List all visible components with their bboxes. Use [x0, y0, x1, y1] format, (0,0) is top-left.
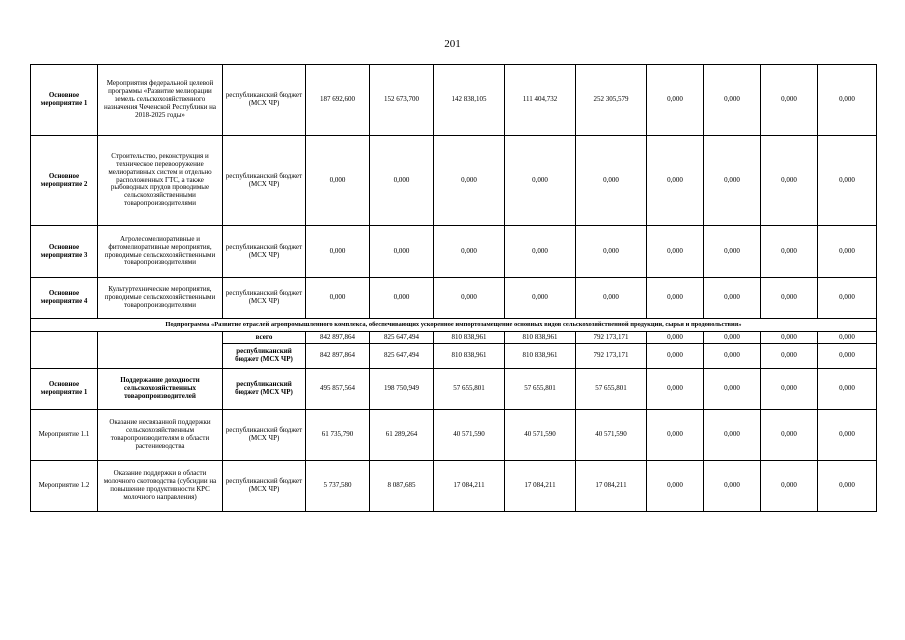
- value-cell: 0,000: [704, 136, 761, 226]
- table-row: [31, 369, 877, 410]
- value-cell: 0,000: [818, 332, 877, 344]
- activity-name: Мероприятия федеральной целевой программы «Развитие мелиорации земель сельскохозяйственного назначения Чеченской Республики на 2018-2025 годы»: [98, 65, 223, 136]
- value-cell: 0,000: [306, 226, 370, 278]
- value-cell: 0,000: [505, 226, 576, 278]
- activity-name: Оказание несвязанной поддержки сельскохозяйственным товаропроизводителям в области растениеводства: [98, 410, 223, 461]
- value-cell: 0,000: [647, 226, 704, 278]
- value-cell: 0,000: [704, 278, 761, 319]
- value-cell: 792 173,171: [576, 332, 647, 344]
- funding-source: республиканский бюджет (МСХ ЧР): [223, 461, 306, 512]
- value-cell: 198 750,949: [370, 369, 434, 410]
- value-cell: 57 655,801: [576, 369, 647, 410]
- value-cell: 0,000: [647, 369, 704, 410]
- value-cell: 17 084,211: [576, 461, 647, 512]
- value-cell: 0,000: [761, 344, 818, 369]
- value-cell: 61 289,264: [370, 410, 434, 461]
- value-cell: 0,000: [818, 226, 877, 278]
- value-cell: 792 173,171: [576, 344, 647, 369]
- value-cell: 187 692,600: [306, 65, 370, 136]
- value-cell: 0,000: [647, 136, 704, 226]
- value-cell: 0,000: [576, 136, 647, 226]
- value-cell: 0,000: [505, 136, 576, 226]
- value-cell: 40 571,590: [505, 410, 576, 461]
- value-cell: 40 571,590: [434, 410, 505, 461]
- value-cell: 0,000: [818, 278, 877, 319]
- value-cell: 0,000: [818, 461, 877, 512]
- value-cell: 0,000: [761, 332, 818, 344]
- value-cell: 0,000: [704, 226, 761, 278]
- value-cell: 0,000: [761, 226, 818, 278]
- value-cell: 825 647,494: [370, 332, 434, 344]
- value-cell: 0,000: [761, 136, 818, 226]
- value-cell: 0,000: [761, 369, 818, 410]
- value-cell: 0,000: [647, 278, 704, 319]
- value-cell: 0,000: [761, 410, 818, 461]
- value-cell: 0,000: [576, 226, 647, 278]
- table-row: [31, 461, 877, 512]
- value-cell: 0,000: [761, 65, 818, 136]
- funding-source: республиканский бюджет (МСХ ЧР): [223, 278, 306, 319]
- value-cell: 111 404,732: [505, 65, 576, 136]
- value-cell: 0,000: [818, 369, 877, 410]
- value-cell: 810 838,961: [434, 332, 505, 344]
- table-row: [31, 410, 877, 461]
- value-cell: 57 655,801: [434, 369, 505, 410]
- value-cell: 0,000: [576, 278, 647, 319]
- value-cell: 61 735,790: [306, 410, 370, 461]
- funding-source: республиканский бюджет (МСХ ЧР): [223, 136, 306, 226]
- funding-source: республиканский бюджет (МСХ ЧР): [223, 410, 306, 461]
- activity-code: Мероприятие 1.2: [31, 461, 98, 512]
- funding-source-total: всего: [223, 332, 306, 344]
- table-row: [31, 332, 877, 344]
- activity-name: Культуртехнические мероприятия, проводимые сельскохозяйственными товаропроизводителями: [98, 278, 223, 319]
- activity-code: Основное мероприятие 1: [31, 65, 98, 136]
- activity-name: Поддержание доходности сельскохозяйственных товаропроизводителей: [98, 369, 223, 410]
- value-cell: 142 838,105: [434, 65, 505, 136]
- value-cell: 17 084,211: [434, 461, 505, 512]
- value-cell: 0,000: [818, 136, 877, 226]
- value-cell: 0,000: [647, 461, 704, 512]
- value-cell: 152 673,700: [370, 65, 434, 136]
- value-cell: 252 305,579: [576, 65, 647, 136]
- value-cell: 0,000: [647, 410, 704, 461]
- funding-source: республиканский бюджет (МСХ ЧР): [223, 369, 306, 410]
- value-cell: 0,000: [370, 226, 434, 278]
- value-cell: 0,000: [434, 226, 505, 278]
- activity-name: Строительство, реконструкция и техническое перевооружение мелиоративных систем и отдельно расположенных ГТС, а также рыбоводных прудов проводимые сельскохозяйственными товаропроизводителями: [98, 136, 223, 226]
- activity-code: Основное мероприятие 3: [31, 226, 98, 278]
- budget-table: [30, 64, 877, 512]
- value-cell: 0,000: [647, 65, 704, 136]
- value-cell: 0,000: [704, 369, 761, 410]
- empty-cell: [98, 332, 223, 369]
- value-cell: 810 838,961: [505, 344, 576, 369]
- funding-source: республиканский бюджет (МСХ ЧР): [223, 65, 306, 136]
- empty-cell: [31, 332, 98, 369]
- value-cell: 495 857,564: [306, 369, 370, 410]
- value-cell: 825 647,494: [370, 344, 434, 369]
- activity-name: Оказание поддержки в области молочного скотоводства (субсидии на повышение продуктивности КРС молочного направления): [98, 461, 223, 512]
- value-cell: 842 897,864: [306, 332, 370, 344]
- value-cell: 0,000: [647, 332, 704, 344]
- value-cell: 810 838,961: [434, 344, 505, 369]
- value-cell: 0,000: [505, 278, 576, 319]
- activity-code: Основное мероприятие 4: [31, 278, 98, 319]
- value-cell: 0,000: [704, 344, 761, 369]
- funding-source: республиканский бюджет (МСХ ЧР): [223, 226, 306, 278]
- value-cell: 0,000: [704, 65, 761, 136]
- value-cell: 0,000: [306, 136, 370, 226]
- value-cell: 0,000: [647, 344, 704, 369]
- value-cell: 17 084,211: [505, 461, 576, 512]
- value-cell: 0,000: [370, 136, 434, 226]
- table-row: [31, 65, 877, 136]
- value-cell: 0,000: [434, 136, 505, 226]
- value-cell: 0,000: [761, 278, 818, 319]
- value-cell: 8 087,685: [370, 461, 434, 512]
- value-cell: 0,000: [818, 344, 877, 369]
- table-row: [31, 278, 877, 319]
- value-cell: 0,000: [704, 410, 761, 461]
- value-cell: 0,000: [761, 461, 818, 512]
- value-cell: 5 737,580: [306, 461, 370, 512]
- value-cell: 0,000: [370, 278, 434, 319]
- value-cell: 0,000: [704, 332, 761, 344]
- table-row: [31, 226, 877, 278]
- value-cell: 0,000: [434, 278, 505, 319]
- table-row: [31, 136, 877, 226]
- value-cell: 0,000: [818, 65, 877, 136]
- subprogram-header-row: [31, 319, 877, 332]
- value-cell: 40 571,590: [576, 410, 647, 461]
- activity-code: Основное мероприятие 2: [31, 136, 98, 226]
- activity-code: Основное мероприятие 1: [31, 369, 98, 410]
- activity-name: Агролесомелиоративные и фитомелиоративные мероприятия, проводимые сельскохозяйственными товаропроизводителями: [98, 226, 223, 278]
- value-cell: 0,000: [306, 278, 370, 319]
- activity-code: Мероприятие 1.1: [31, 410, 98, 461]
- value-cell: 842 897,864: [306, 344, 370, 369]
- value-cell: 57 655,801: [505, 369, 576, 410]
- value-cell: 0,000: [818, 410, 877, 461]
- subprogram-title: Подпрограмма «Развитие отраслей агропромышленного комплекса, обеспечивающих ускоренное импортозамещение основных видов сельскохозяйственной продукции, сырья и продовольствия»: [31, 319, 877, 332]
- page-number: 201: [444, 38, 461, 50]
- value-cell: 810 838,961: [505, 332, 576, 344]
- funding-source: республиканский бюджет (МСХ ЧР): [223, 344, 306, 369]
- value-cell: 0,000: [704, 461, 761, 512]
